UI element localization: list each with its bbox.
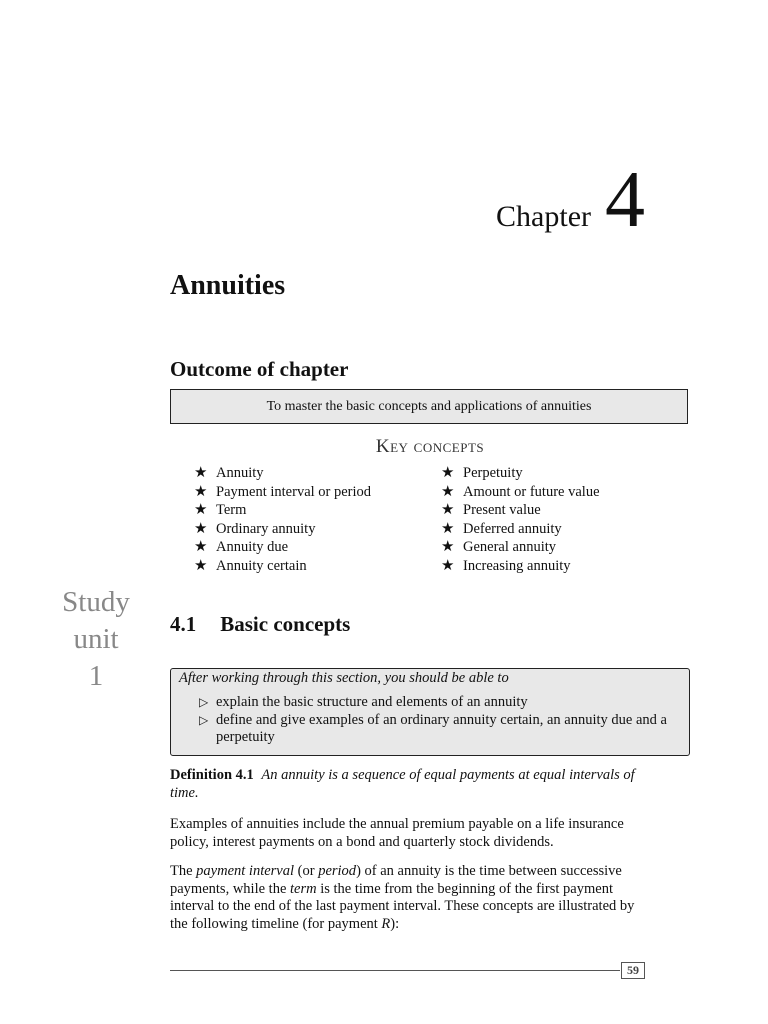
study-unit-line: Study (62, 586, 130, 618)
key-concept-label: Deferred annuity (463, 520, 562, 537)
outcome-heading: Outcome of chapter (170, 357, 349, 381)
key-concept-item (441, 557, 600, 576)
key-concept-label: Ordinary annuity (216, 520, 316, 537)
objective-text: explain the basic structure and elements of an annuity (216, 694, 528, 710)
key-concept-item (194, 464, 371, 483)
key-concept-label: Perpetuity (463, 465, 523, 481)
chapter-heading (496, 156, 645, 244)
key-concept-item (194, 538, 371, 557)
payment-interval-paragraph (170, 863, 652, 934)
key-concept-item (441, 520, 600, 539)
objective-item (199, 694, 681, 712)
outcome-box (170, 389, 688, 424)
star-icon: ★ (441, 463, 455, 481)
key-concepts-left-column (194, 464, 371, 576)
star-icon: ★ (441, 518, 455, 537)
star-icon: ★ (441, 481, 455, 500)
key-concept-item (194, 501, 371, 520)
objective-text: define and give examples of an ordinary annuity certain, an annuity due and a perpetuity (216, 711, 667, 745)
key-concept-item (194, 520, 371, 539)
key-concept-item (194, 557, 371, 576)
chapter-word: Chapter (496, 200, 591, 233)
chapter-number: 4 (605, 156, 645, 244)
outcome-text: To master the basic concepts and applications of annuities (266, 398, 592, 414)
key-concept-label: Term (216, 502, 247, 519)
paragraph-text: The (170, 863, 197, 879)
key-concept-item (441, 464, 600, 483)
key-concepts-right-column (441, 464, 600, 576)
star-icon: ★ (441, 537, 455, 556)
paragraph-text: ): (390, 916, 400, 933)
objectives-list (179, 694, 681, 747)
star-icon: ★ (194, 537, 208, 556)
page-number: 59 (621, 962, 645, 979)
key-concept-item (441, 501, 600, 520)
study-unit-marker (50, 584, 142, 695)
definition-text: An annuity is a sequence of equal payments at equal intervals of time. (170, 767, 635, 801)
star-icon: ★ (194, 500, 208, 519)
examples-paragraph: Examples of annuities include the annual premium payable on a life insurance policy, interest payments on a bond and quarterly stock dividends. (170, 816, 624, 850)
key-concepts-heading: Key concepts (375, 436, 485, 457)
emphasized-term: term (290, 880, 317, 897)
paragraph-text: (or (294, 863, 319, 879)
triangle-bullet-icon: ▷ (199, 712, 209, 727)
key-concept-label: Payment interval or period (216, 483, 372, 500)
star-icon: ★ (441, 555, 455, 574)
key-concept-label: Amount or future value (463, 483, 600, 500)
key-concept-item (441, 483, 600, 502)
star-icon: ★ (194, 518, 208, 537)
definition-label: Definition 4.1 (170, 767, 254, 783)
key-concept-label: Increasing annuity (463, 557, 571, 574)
star-icon: ★ (194, 555, 208, 574)
key-concept-label: Present value (463, 502, 541, 519)
section-number: 4.1 (170, 612, 197, 636)
footer-rule (170, 970, 620, 971)
key-concept-label: Annuity certain (216, 557, 307, 574)
key-concept-label: Annuity due (216, 539, 289, 556)
key-concept-item (441, 538, 600, 557)
study-unit-line: unit (73, 623, 119, 655)
emphasized-term: R (381, 916, 391, 933)
definition-paragraph (170, 767, 652, 802)
section-heading (170, 612, 350, 637)
triangle-bullet-icon: ▷ (199, 695, 209, 709)
study-unit-number: 1 (88, 660, 104, 692)
star-icon: ★ (194, 481, 208, 500)
key-concept-label: Annuity (216, 465, 264, 481)
chapter-title: Annuities (170, 270, 286, 301)
star-icon: ★ (441, 500, 455, 519)
section-title: Basic concepts (220, 612, 351, 636)
paragraph-text: is the time from the beginning of the first payment interval to the end of the last payment interval. These concepts are illustrated by the following timeline (for payment (170, 880, 635, 933)
emphasized-term: payment interval (196, 863, 295, 879)
key-concept-label: General annuity (463, 539, 557, 556)
emphasized-term: period (318, 863, 357, 879)
objective-item (199, 712, 681, 747)
paragraph-text: ) of an annuity is the time between successive payments, while the (170, 863, 622, 897)
star-icon: ★ (194, 463, 208, 481)
key-concept-item (194, 483, 371, 502)
learning-objectives-box (170, 668, 690, 756)
objectives-intro: After working through this section, you should be able to (179, 670, 509, 686)
